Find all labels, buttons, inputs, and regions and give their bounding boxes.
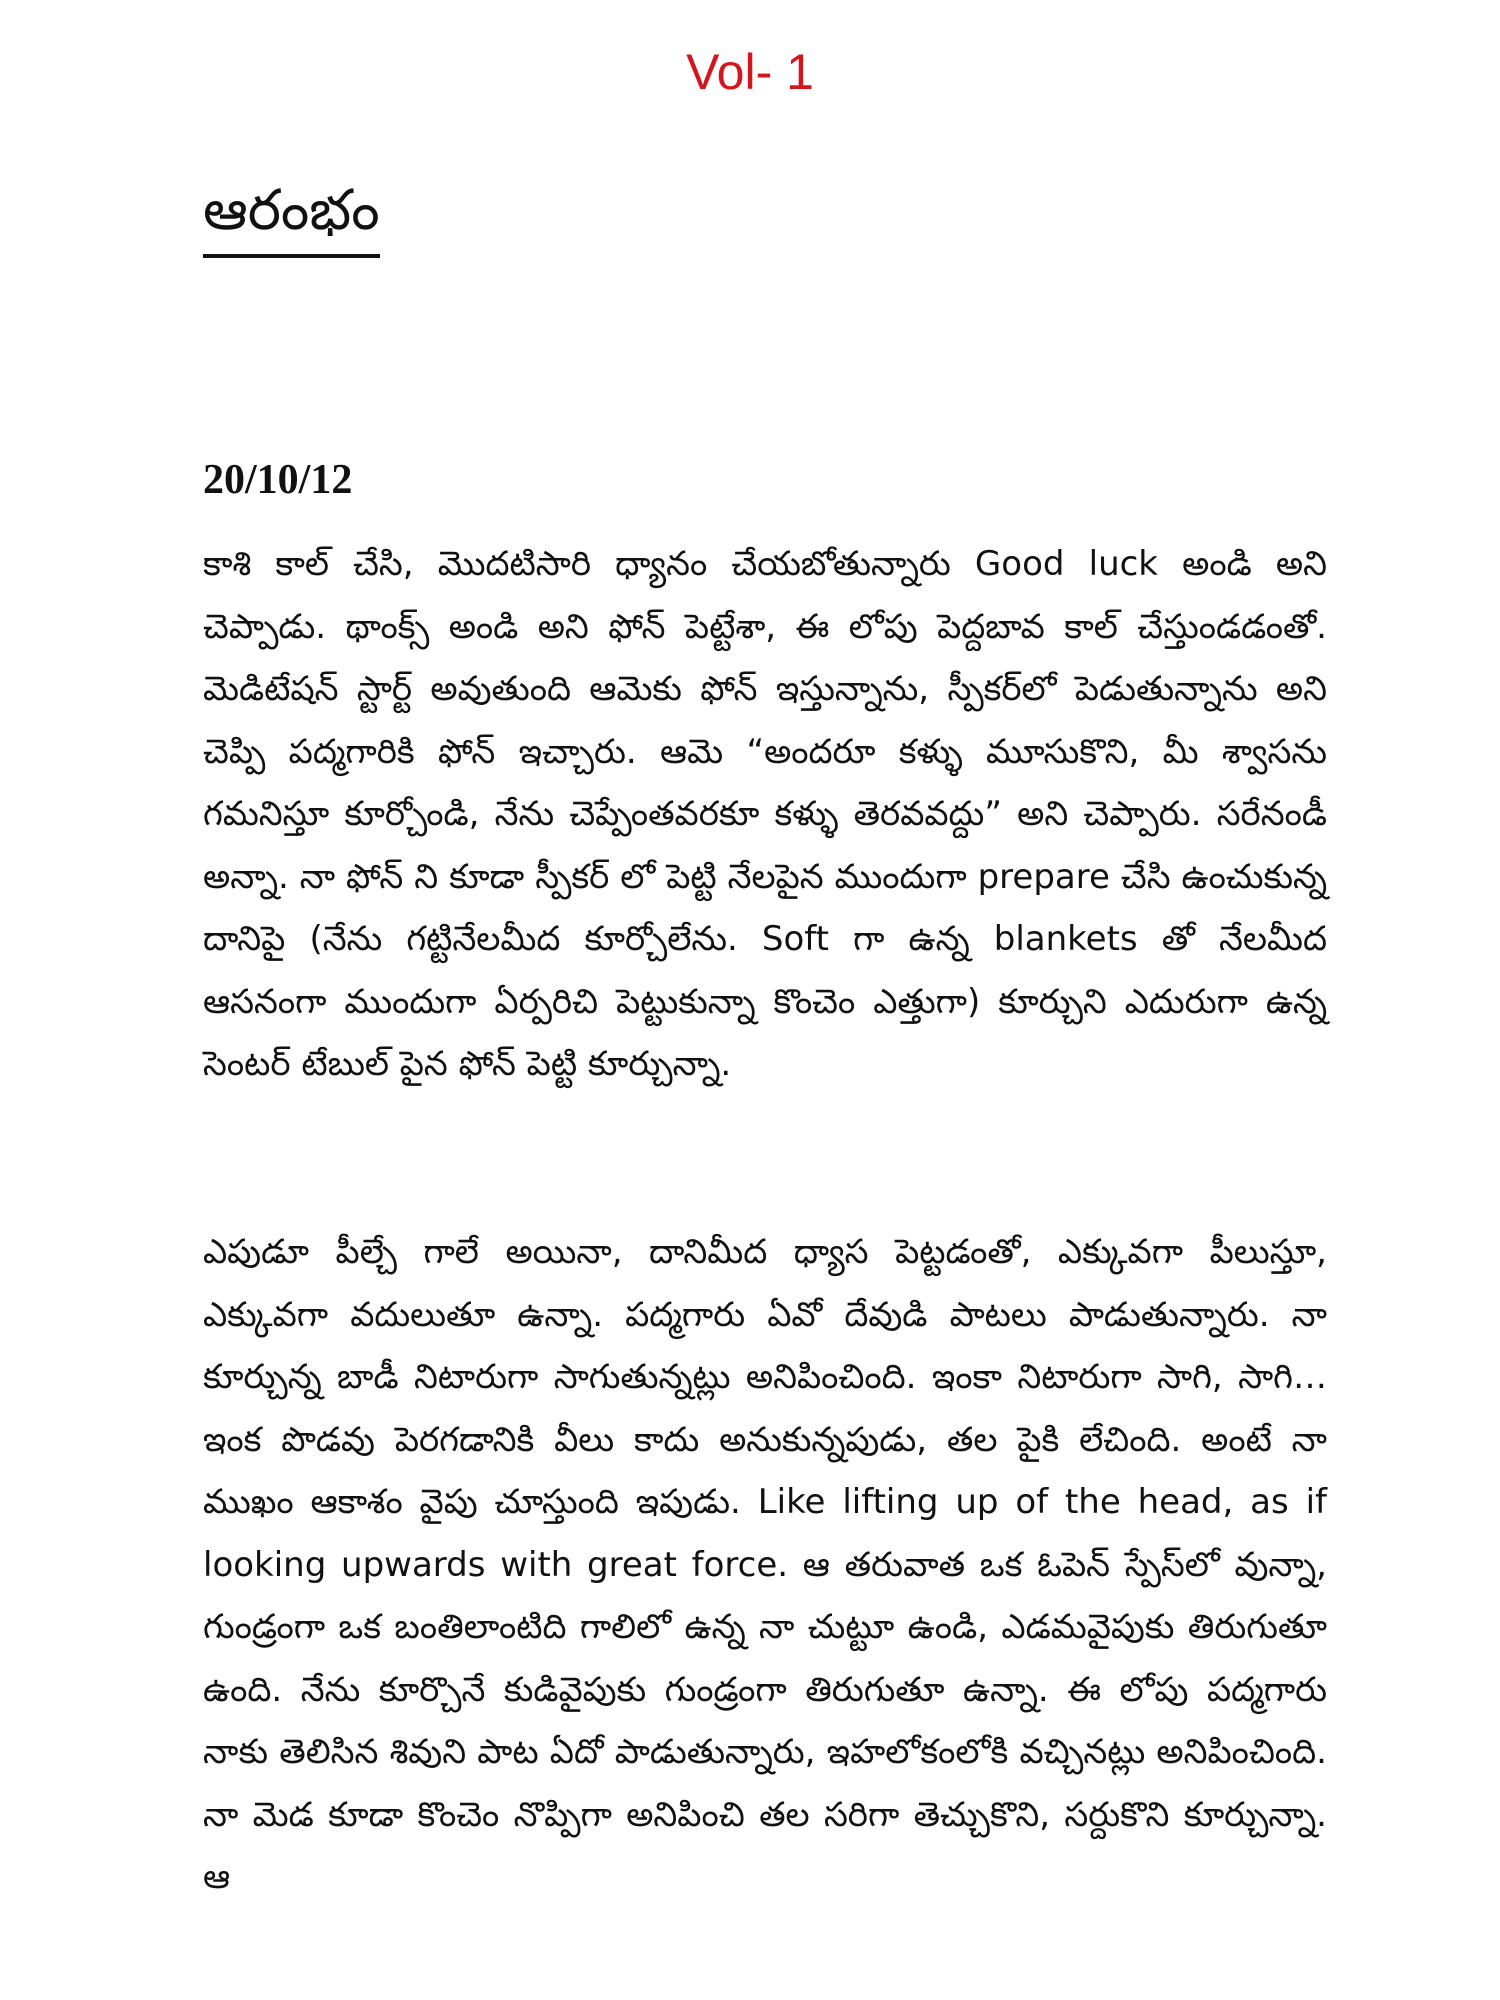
entry-date: 20/10/12 [203, 457, 353, 503]
paragraph-2: ఎపుడూ పీల్చే గాలే అయినా, దానిమీద ధ్యాస పెట్టడంతో, ఎక్కువగా పీలుస్తూ, ఎక్కువగా వదులుతూ ఉన్నా. పద్మగారు ఏవో దేవుడి పాటలు పాడుతున్నారు. నా కూర్చున్న బాడీ నిటారుగా సాగుతున్నట్లు అనిపించింది. ఇంకా నిటారుగా సాగి, సాగి… ఇంక పొడవు పెరగడానికి వీలు కాదు అనుకున్నపుడు, తల పైకి లేచింది. అంటే నా ముఖం ఆకాశం వైపు చూస్తుంది ఇపుడు. Like lifting up of the head, as if looking upwards with great force. ఆ తరువాత ఒక ఓపెన్ స్పేస్‌లో వున్నా, గుండ్రంగా ఒక బంతిలాంటిది గాలిలో ఉన్న నా చుట్టూ ఉండి, ఎడమవైపుకు తిరుగుతూ ఉంది. నేను కూర్చొనే కుడివైపుకు గుండ్రంగా తిరుగుతూ ఉన్నా. ఈ లోపు పద్మగారు నాకు తెలిసిన శివుని పాట ఏదో పాడుతున్నారు, ఇహలోకంలోకి వచ్చినట్లు అనిపించింది. నా మెడ కూడా కొంచెం నొప్పిగా అనిపించి తల సరిగా తెచ్చుకొని, సర్దుకొని కూర్చున్నా. ఆ [203, 1232, 1327, 1897]
chapter-title: ఆరంభం [203, 178, 380, 258]
volume-label: Vol- 1 [686, 44, 814, 100]
paragraph-1: కాశి కాల్ చేసి, మొదటిసారి ధ్యానం చేయబోతున్నారు Good luck అండి అని చెప్పాడు. థాంక్స్ అండి అని ఫోన్ పెట్టేశా, ఈ లోపు పెద్దబావ కాల్ చేస్తుండడంతో. మెడిటేషన్ స్టార్ట్ అవుతుంది ఆమెకు ఫోన్ ఇస్తున్నాను, స్పీకర్‌లో పెడుతున్నాను అని చెప్పి పద్మగారికి ఫోన్ ఇచ్చారు. ఆమె “అందరూ కళ్ళు మూసుకొని, మీ శ్వాసను గమనిస్తూ కూర్చోండి, నేను చెప్పేంతవరకూ కళ్ళు తెరవవద్దు” అని చెప్పారు. సరేనండీ అన్నా. నా ఫోన్ ని కూడా స్పీకర్ లో పెట్టి నేలపైన ముందుగా prepare చేసి ఉంచుకున్న దానిపై (నేను గట్టినేలమీద కూర్చోలేను. Soft గా ఉన్న blankets తో నేలమీద ఆసనంగా ముందుగా ఏర్పరిచి పెట్టుకున్నా కొంచెం ఎత్తుగా) కూర్చుని ఎదురుగా ఉన్న సెంటర్ టేబుల్ పైన ఫోన్ పెట్టి కూర్చున్నా. [203, 544, 1327, 1084]
